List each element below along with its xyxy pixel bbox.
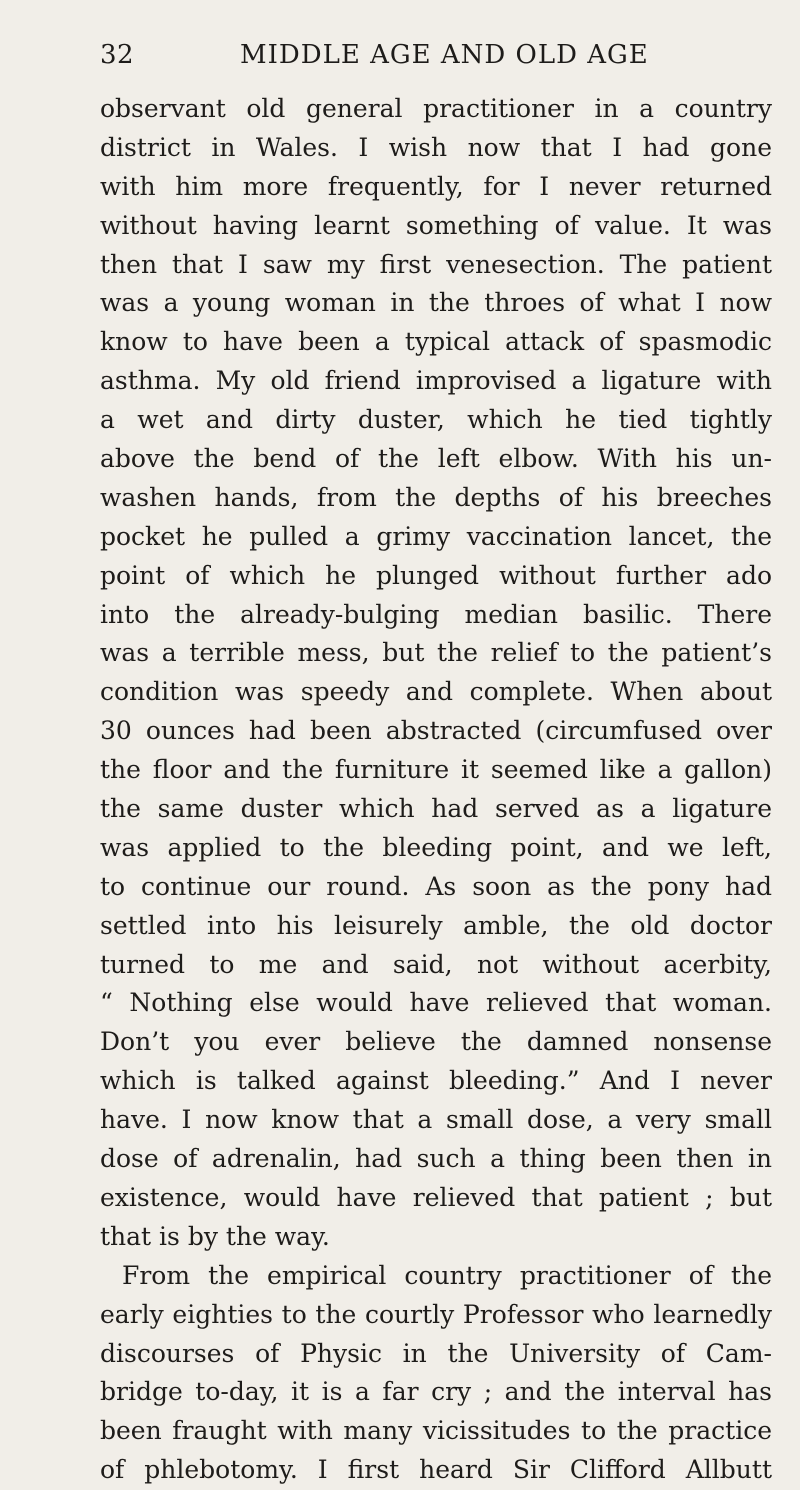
text-line: settled into his leisurely amble, the old doctor xyxy=(100,910,772,940)
text-line: a wet and dirty duster, which he tied tightly xyxy=(100,405,772,435)
text-line: asthma. My old friend improvised a ligature with xyxy=(100,366,772,396)
text-line: point of which he plunged without further ado xyxy=(100,560,772,590)
text-line: observant old general practitioner in a country xyxy=(100,94,772,123)
text-line: dose of adrenalin, had such a thing been then in xyxy=(100,1144,772,1174)
text-line: bridge to-day, it is a far cry ; and the interval has xyxy=(100,1377,772,1407)
text-line: existence, would have relieved that patient ; but xyxy=(100,1182,772,1212)
text-line: was a terrible mess, but the relief to the patient’s xyxy=(100,638,772,668)
text-line: the floor and the furniture it seemed like a gallon) xyxy=(100,755,772,785)
text-line: discourses of Physic in the University of Cam- xyxy=(100,1338,772,1368)
text-line: without having learnt something of value. It was xyxy=(100,210,772,240)
text-line: above the bend of the left elbow. With his un- xyxy=(100,444,772,474)
text-line: of phlebotomy. I first heard Sir Clifford Allbutt xyxy=(100,1455,772,1485)
text-line: to continue our round. As soon as the pony had xyxy=(100,871,772,901)
text-line: have. I now know that a small dose, a very small xyxy=(100,1105,772,1135)
text-line: From the empirical country practitioner of the xyxy=(122,1260,772,1290)
text-line: was applied to the bleeding point, and we left, xyxy=(100,832,772,862)
running-head xyxy=(100,40,772,80)
body-text xyxy=(100,90,772,1490)
text-line: pocket he pulled a grimy vaccination lancet, the xyxy=(100,521,772,551)
text-line: with him more frequently, for I never returned xyxy=(100,171,772,201)
text-line: “ Nothing else would have relieved that woman. xyxy=(100,988,772,1018)
text-line: turned to me and said, not without acerbity, xyxy=(100,949,772,979)
text-line: the same duster which had served as a ligature xyxy=(100,794,772,824)
text-line: was a young woman in the throes of what I now xyxy=(100,288,772,318)
text-line: know to have been a typical attack of spasmodic xyxy=(100,327,772,357)
text-line: 30 ounces had been abstracted (circumfused over xyxy=(100,716,772,746)
page-number: 32 xyxy=(100,40,135,70)
text-line: washen hands, from the depths of his breeches xyxy=(100,482,772,512)
paragraph-1 xyxy=(100,90,772,1257)
paragraph-2 xyxy=(100,1257,772,1490)
text-line: been fraught with many vicissitudes to the practice xyxy=(100,1416,772,1446)
text-line: district in Wales. I wish now that I had gone xyxy=(100,132,772,162)
running-title: MIDDLE AGE AND OLD AGE xyxy=(240,40,649,70)
text-line: into the already-bulging median basilic. There xyxy=(100,599,772,629)
text-line: condition was speedy and complete. When about xyxy=(100,677,772,707)
text-line: that is by the way. xyxy=(100,1221,330,1251)
text-line: which is talked against bleeding.” And I never xyxy=(100,1066,772,1096)
text-line: then that I saw my first venesection. The patient xyxy=(100,249,772,279)
text-line: Don’t you ever believe the damned nonsense xyxy=(100,1027,772,1057)
text-line: early eighties to the courtly Professor who learnedly xyxy=(100,1299,772,1329)
